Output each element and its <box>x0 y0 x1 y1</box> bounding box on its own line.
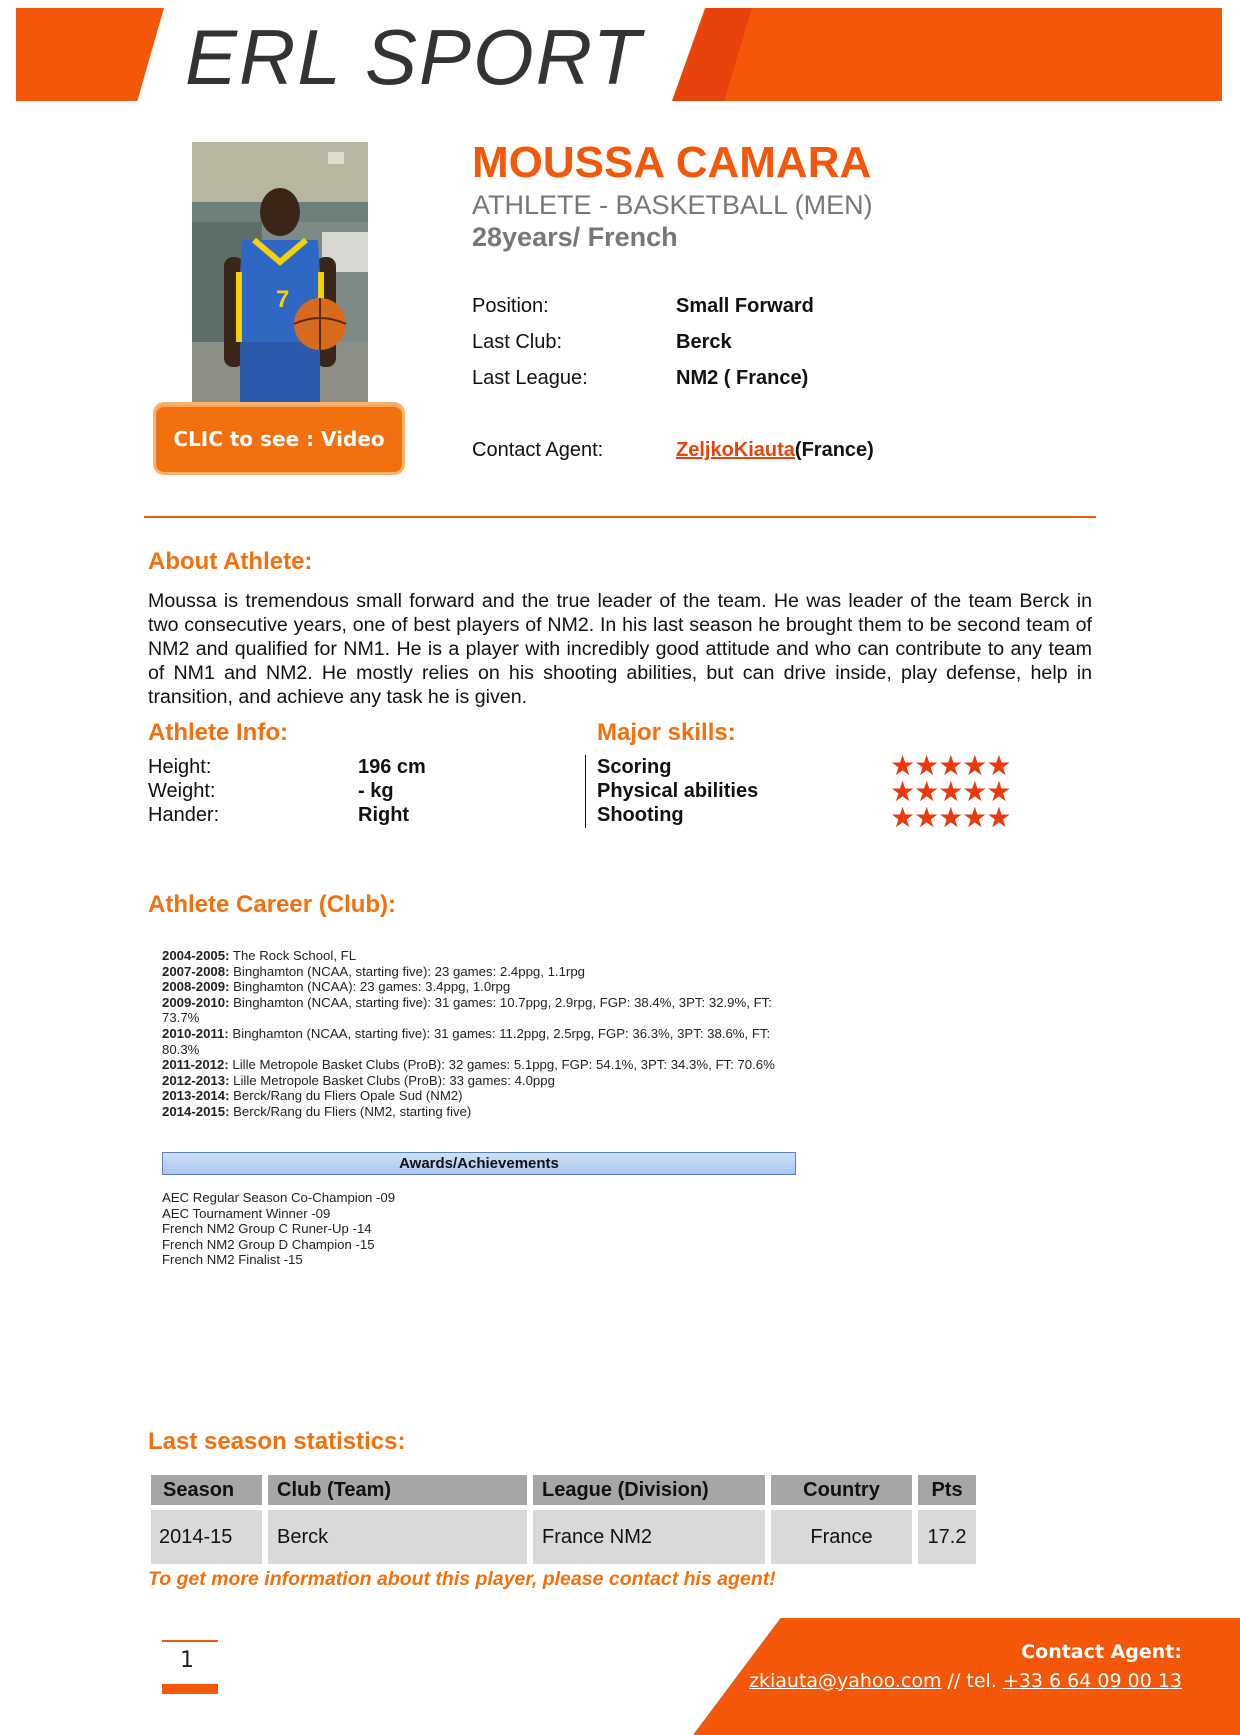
career-entry: 2008-2009: Binghamton (NCAA): 23 games: 3.4ppg, 1.0rpg <box>162 979 511 995</box>
weight-value: - kg <box>358 780 394 802</box>
page-number-rule <box>162 1640 218 1642</box>
stats-header-country: Country <box>771 1475 912 1505</box>
contact-agent-value <box>676 439 874 462</box>
player-subtitle: ATHLETE - BASKETBALL (MEN) <box>472 190 873 220</box>
jersey-number: 7 <box>276 286 290 313</box>
page-number-bar <box>162 1684 218 1694</box>
hander-value: Right <box>358 804 410 826</box>
career-list <box>162 948 802 1120</box>
last-league-label: Last League: <box>472 367 588 389</box>
stats-cell-pts: 17.2 <box>918 1510 976 1564</box>
player-name: MOUSSA CAMARA <box>472 138 872 187</box>
skill-physical: Physical abilities <box>597 780 759 802</box>
height-label: Height: <box>148 756 212 778</box>
video-button[interactable]: CLIC to see : Video <box>156 405 402 472</box>
player-photo <box>192 142 368 407</box>
award-item: AEC Tournament Winner -09 <box>162 1205 331 1221</box>
stats-header-season: Season <box>151 1475 262 1505</box>
award-item: AEC Regular Season Co-Champion -09 <box>162 1190 396 1205</box>
career-entry: 2011-2012: Lille Metropole Basket Clubs (ProB): 32 games: 5.1ppg, FGP: 54.1%, 3PT: 34.3%, FT: 70.6% <box>162 1057 775 1073</box>
height-value: 196 cm <box>358 756 426 778</box>
stats-title: Last season statistics: <box>148 1428 406 1455</box>
section-divider <box>144 516 1096 518</box>
rating-stars-physical: ★★★★★ <box>890 776 1011 807</box>
last-club-label: Last Club: <box>472 331 563 353</box>
stats-header-league: League (Division) <box>533 1475 765 1505</box>
career-entry: 2013-2014: Berck/Rang du Fliers Opale Sud (NM2) <box>162 1088 463 1104</box>
career-entry: 2009-2010: Binghamton (NCAA, starting five): 31 games: 10.7ppg, 2.9rpg, FGP: 38.4%, 3PT: 32.9%, FT: 73.7% <box>162 994 772 1026</box>
awards-header: Awards/Achievements <box>162 1152 796 1175</box>
player-age-nationality: 28years/ French <box>472 222 678 252</box>
career-entry: 2012-2013: Lille Metropole Basket Clubs (ProB): 33 games: 4.0ppg <box>162 1072 555 1088</box>
about-text: Moussa is tremendous small forward and the true leader of the team. He was leader of the team Berck in two consecutive years, one of best players of NM2. In his last season he brought them to be second team of NM2 and qualified for NM1. He is a player with incredibly good attitude and who can contribute to any team of NM1 and NM2. He mostly relies on his shooting abilities, but can drive inside, play defense, help in transition, and achieve any task he is given. <box>148 590 1092 708</box>
rating-stars-shooting: ★★★★★ <box>890 802 1011 833</box>
brand-logo: ERL SPORT <box>185 13 643 101</box>
contact-footnote: To get more information about this player, please contact his agent! <box>148 1568 776 1590</box>
career-title: Athlete Career (Club): <box>148 891 397 918</box>
career-entry: 2014-2015: Berck/Rang du Fliers (NM2, starting five) <box>162 1103 472 1119</box>
career-entry: 2004-2005: The Rock School, FL <box>162 948 357 963</box>
career-entry: 2007-2008: Binghamton (NCAA, starting five): 23 games: 2.4ppg, 1.1rpg <box>162 963 585 979</box>
about-title: About Athlete: <box>148 548 313 575</box>
footer-contact-line <box>749 1670 1182 1692</box>
page-number: 1 <box>180 1648 194 1673</box>
rating-stars-scoring: ★★★★★ <box>890 750 1011 781</box>
hander-label: Hander: <box>148 804 220 826</box>
footer-contact-title: Contact Agent: <box>1021 1641 1182 1663</box>
award-item: French NM2 Finalist -15 <box>162 1252 303 1268</box>
skill-scoring: Scoring <box>597 756 672 778</box>
stats-cell-season: 2014-15 <box>151 1510 262 1564</box>
agent-country: (France) <box>794 439 874 461</box>
skill-shooting: Shooting <box>597 804 684 826</box>
stats-cell-country: France <box>771 1510 912 1564</box>
stats-header-pts: Pts <box>918 1475 976 1505</box>
footer-phone-link[interactable]: +33 6 64 09 00 13 <box>1002 1670 1182 1692</box>
awards-list <box>162 1190 395 1268</box>
last-league-value: NM2 ( France) <box>676 367 809 389</box>
position-label: Position: <box>472 295 549 317</box>
footer-email-link[interactable]: zkiauta@yahoo.com <box>749 1670 942 1692</box>
stats-header-club: Club (Team) <box>268 1475 527 1505</box>
athlete-info-title: Athlete Info: <box>148 719 288 746</box>
last-club-value: Berck <box>676 331 732 353</box>
award-item: French NM2 Group D Champion -15 <box>162 1236 375 1252</box>
header-left-band <box>16 8 164 101</box>
position-value: Small Forward <box>676 295 814 317</box>
header-right-band <box>672 8 1222 101</box>
career-entry: 2010-2011: Binghamton (NCAA, starting five): 31 games: 11.2ppg, 2.5rpg, FGP: 36.3%, 3PT: 38.6%, FT: 80.3% <box>162 1025 771 1057</box>
stats-cell-club: Berck <box>268 1510 527 1564</box>
agent-name-link[interactable]: ZeljkoKiauta <box>676 439 795 461</box>
award-item: French NM2 Group C Runer-Up -14 <box>162 1221 372 1237</box>
contact-agent-label: Contact Agent: <box>472 439 604 461</box>
skills-divider <box>585 755 586 828</box>
weight-label: Weight: <box>148 780 216 802</box>
footer-separator: // tel. <box>941 1670 1003 1692</box>
major-skills-title: Major skills: <box>597 719 736 746</box>
stats-cell-league: France NM2 <box>533 1510 765 1564</box>
